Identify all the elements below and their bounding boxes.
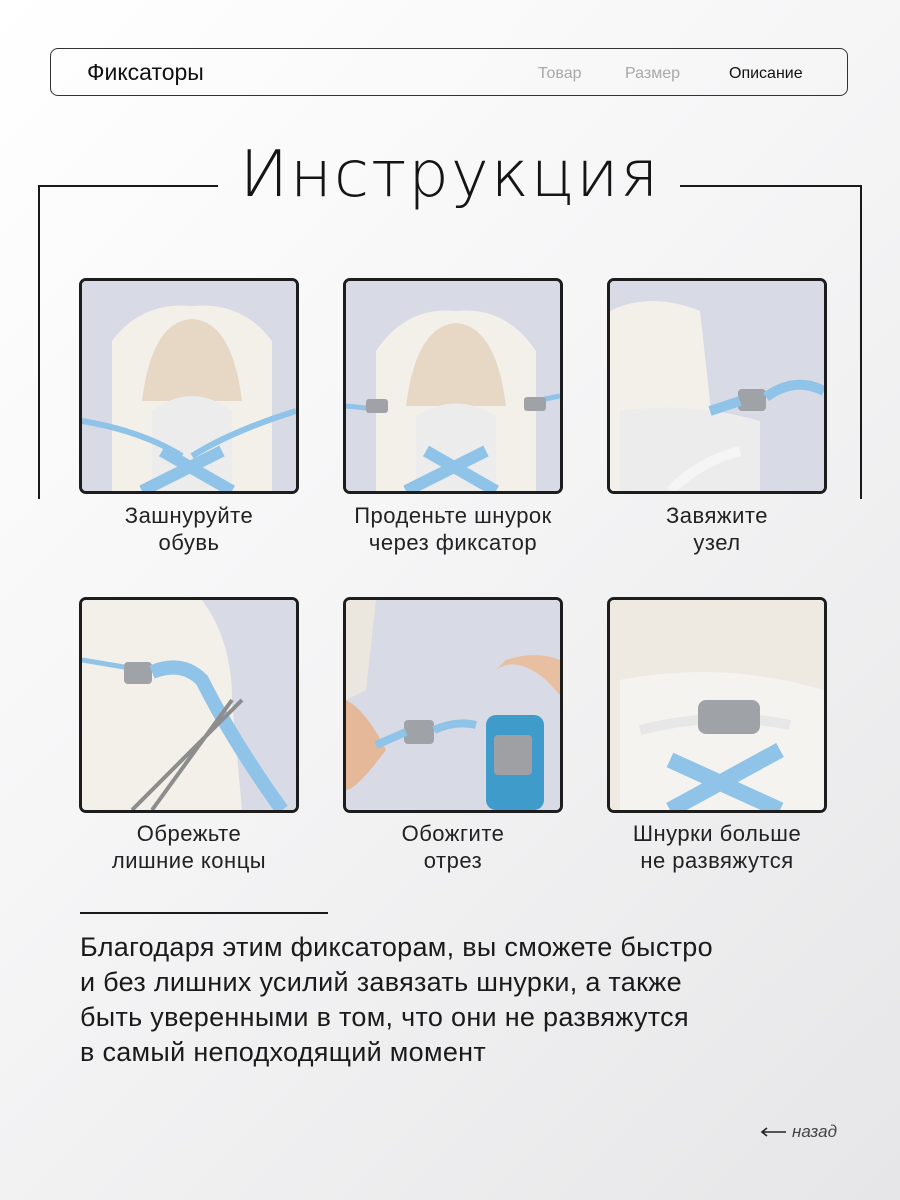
tab-product[interactable]: Товар — [538, 65, 582, 82]
lighter-burn-icon — [346, 600, 560, 810]
step-2-line2: через фиксатор — [368, 530, 538, 555]
brand-title: Фиксаторы — [87, 59, 204, 85]
frame-top-left-line — [38, 185, 218, 187]
frame-right-line — [860, 185, 862, 499]
description-line-2: и без лишних усилий завязать шнурки, а также — [80, 967, 682, 997]
step-4-line1: Обрежьте — [136, 821, 242, 846]
step-6-photo — [607, 597, 827, 813]
description-line-1: Благодаря этим фиксаторам, вы сможете быстро — [80, 932, 713, 962]
step-1-caption — [49, 502, 329, 556]
tab-size[interactable]: Размер — [625, 65, 680, 82]
step-2-line1: Проденьте шнурок — [354, 503, 552, 528]
back-label: назад — [792, 1122, 837, 1141]
back-link[interactable] — [760, 1122, 837, 1142]
step-3-caption — [577, 502, 857, 556]
step-3-line2: узел — [693, 530, 741, 555]
step-4-photo — [79, 597, 299, 813]
step-4-caption — [49, 820, 329, 874]
top-nav — [50, 48, 848, 96]
arrow-left-icon — [760, 1122, 786, 1142]
step-3-line1: Завяжите — [666, 503, 768, 528]
step-1-photo — [79, 278, 299, 494]
step-2-caption — [313, 502, 593, 556]
step-5-caption — [313, 820, 593, 874]
step-5-line2: отрез — [423, 848, 483, 873]
tab-description[interactable]: Описание — [729, 65, 803, 82]
knot-tied-icon — [610, 281, 824, 491]
finished-lock-icon — [610, 600, 824, 810]
step-1-line2: обувь — [158, 530, 220, 555]
description-line-4: в самый неподходящий момент — [80, 1037, 487, 1067]
sneaker-laced-icon — [82, 281, 296, 491]
step-1-line1: Зашнуруйте — [124, 503, 254, 528]
sneaker-lock-threaded-icon — [346, 281, 560, 491]
frame-top-right-line — [680, 185, 862, 187]
step-6-caption — [577, 820, 857, 874]
step-3-photo — [607, 278, 827, 494]
scissors-cut-icon — [82, 600, 296, 810]
divider — [80, 912, 328, 914]
step-6-line1: Шнурки больше — [632, 821, 802, 846]
frame-left-line — [38, 185, 40, 499]
description-text — [80, 930, 850, 1070]
step-6-line2: не развяжутся — [640, 848, 794, 873]
step-5-line1: Обожгите — [401, 821, 505, 846]
page-title: Инструкция — [239, 138, 661, 212]
step-4-line2: лишние концы — [111, 848, 267, 873]
step-2-photo — [343, 278, 563, 494]
description-line-3: быть уверенными в том, что они не развяжутся — [80, 1002, 689, 1032]
step-5-photo — [343, 597, 563, 813]
